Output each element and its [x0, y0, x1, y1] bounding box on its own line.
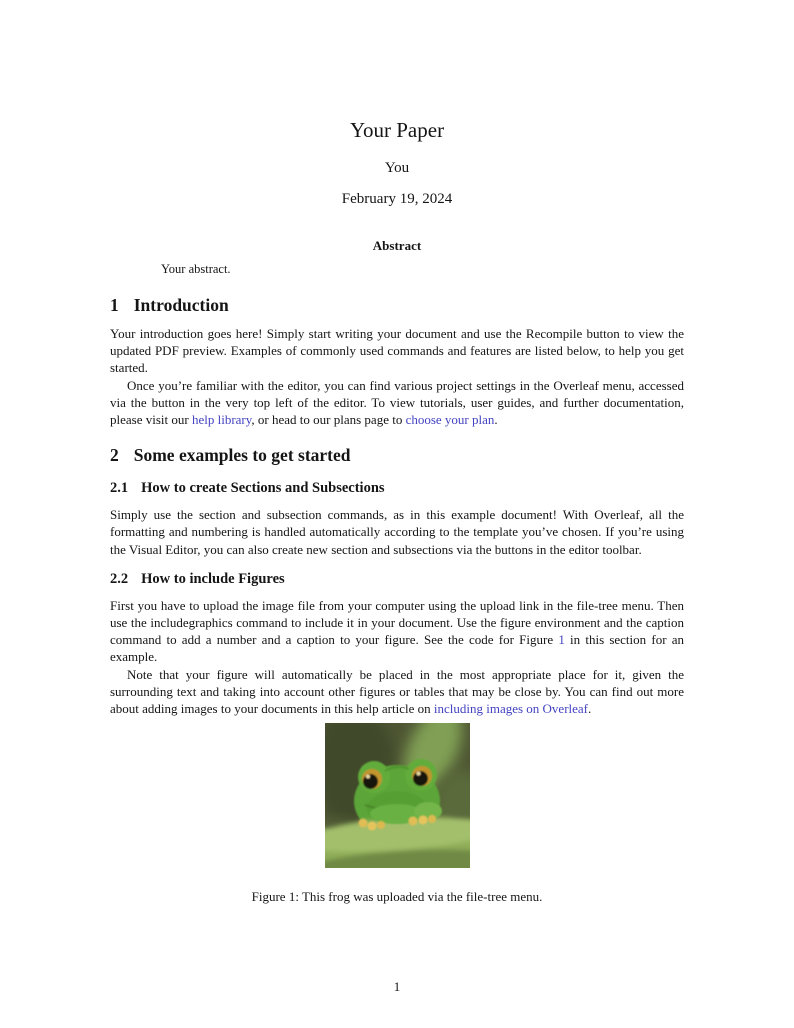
section-2-title: Some examples to get started — [133, 445, 351, 466]
intro-paragraph-2 — [110, 377, 684, 429]
choose-your-plan-link[interactable]: choose your plan — [405, 412, 495, 428]
intro-paragraph-1: Your introduction goes here! Simply start writing your document and use the Recompile button to view the updated PDF preview. Examples of commonly used commands and features are listed below, to help you get started. — [110, 326, 684, 376]
figures-p2-text-1: Note that your figure will automatically be placed in the most appropriate place for it, given the surrounding text and taking into account other figures or tables that may be close by. You can find out more about adding images to your documents in this help article on — [110, 666, 684, 717]
section-2-1-number: 2.1 — [110, 480, 129, 497]
intro-p2-text-2: , or head to our plans page to — [251, 412, 406, 428]
section-1-heading — [110, 294, 684, 316]
section-1-number: 1 — [110, 295, 119, 315]
abstract-text: Your abstract. — [161, 262, 231, 276]
subsection-2-2-paragraph-1 — [110, 597, 684, 666]
figures-p2-text-2: . — [588, 701, 592, 717]
paper-title: Your Paper — [349, 118, 445, 142]
figure-1-reference-link[interactable]: 1 — [558, 632, 565, 648]
including-images-link[interactable]: including images on Overleaf — [433, 701, 589, 717]
intro-p2-text-3: . — [494, 412, 498, 428]
document-body — [110, 0, 684, 905]
intro-p2-text-1: Once you’re familiar with the editor, you can find various project settings in the Overleaf menu, accessed via the button in the very top left of the editor. To view tutorials, user guides, and further documentation, please visit our — [110, 377, 684, 428]
section-1-title: Introduction — [133, 295, 229, 315]
help-library-link[interactable]: help library — [191, 412, 252, 428]
subsection-2-2-paragraph-2 — [110, 666, 684, 718]
section-2-2-heading — [110, 570, 684, 588]
figure-1 — [110, 723, 684, 905]
paper-author: You — [384, 160, 410, 176]
page-number: 1 — [393, 979, 401, 994]
section-2-2-number: 2.2 — [110, 570, 129, 587]
figure-caption: Figure 1: This frog was uploaded via the file-tree menu. — [251, 889, 543, 905]
section-2-1-heading — [110, 479, 684, 497]
paper-date: February 19, 2024 — [341, 191, 453, 207]
frog-image — [325, 723, 470, 868]
section-2-2-title: How to include Figures — [141, 570, 285, 587]
section-2-1-title: How to create Sections and Subsections — [141, 480, 385, 497]
section-2-heading — [110, 444, 684, 466]
figures-p1-text-2: in this section for an example. — [110, 632, 685, 665]
section-2-number: 2 — [110, 445, 119, 466]
abstract-heading: Abstract — [372, 238, 422, 253]
subsection-2-1-paragraph: Simply use the section and subsection commands, as in this example document! With Overleaf, all the formatting and numbering is handled automatically according to the template you’ve chosen. If you’re using the Visual Editor, you can also create new section and subsections via the buttons in the editor toolbar. — [110, 507, 684, 557]
figures-p1-text-1: First you have to upload the image file from your computer using the upload link in the file-tree menu. Then use the includegraphics command to include it in your document. Use the figure environment and the caption command to add a number and a caption to your figure. See the code for Figure — [110, 597, 684, 648]
